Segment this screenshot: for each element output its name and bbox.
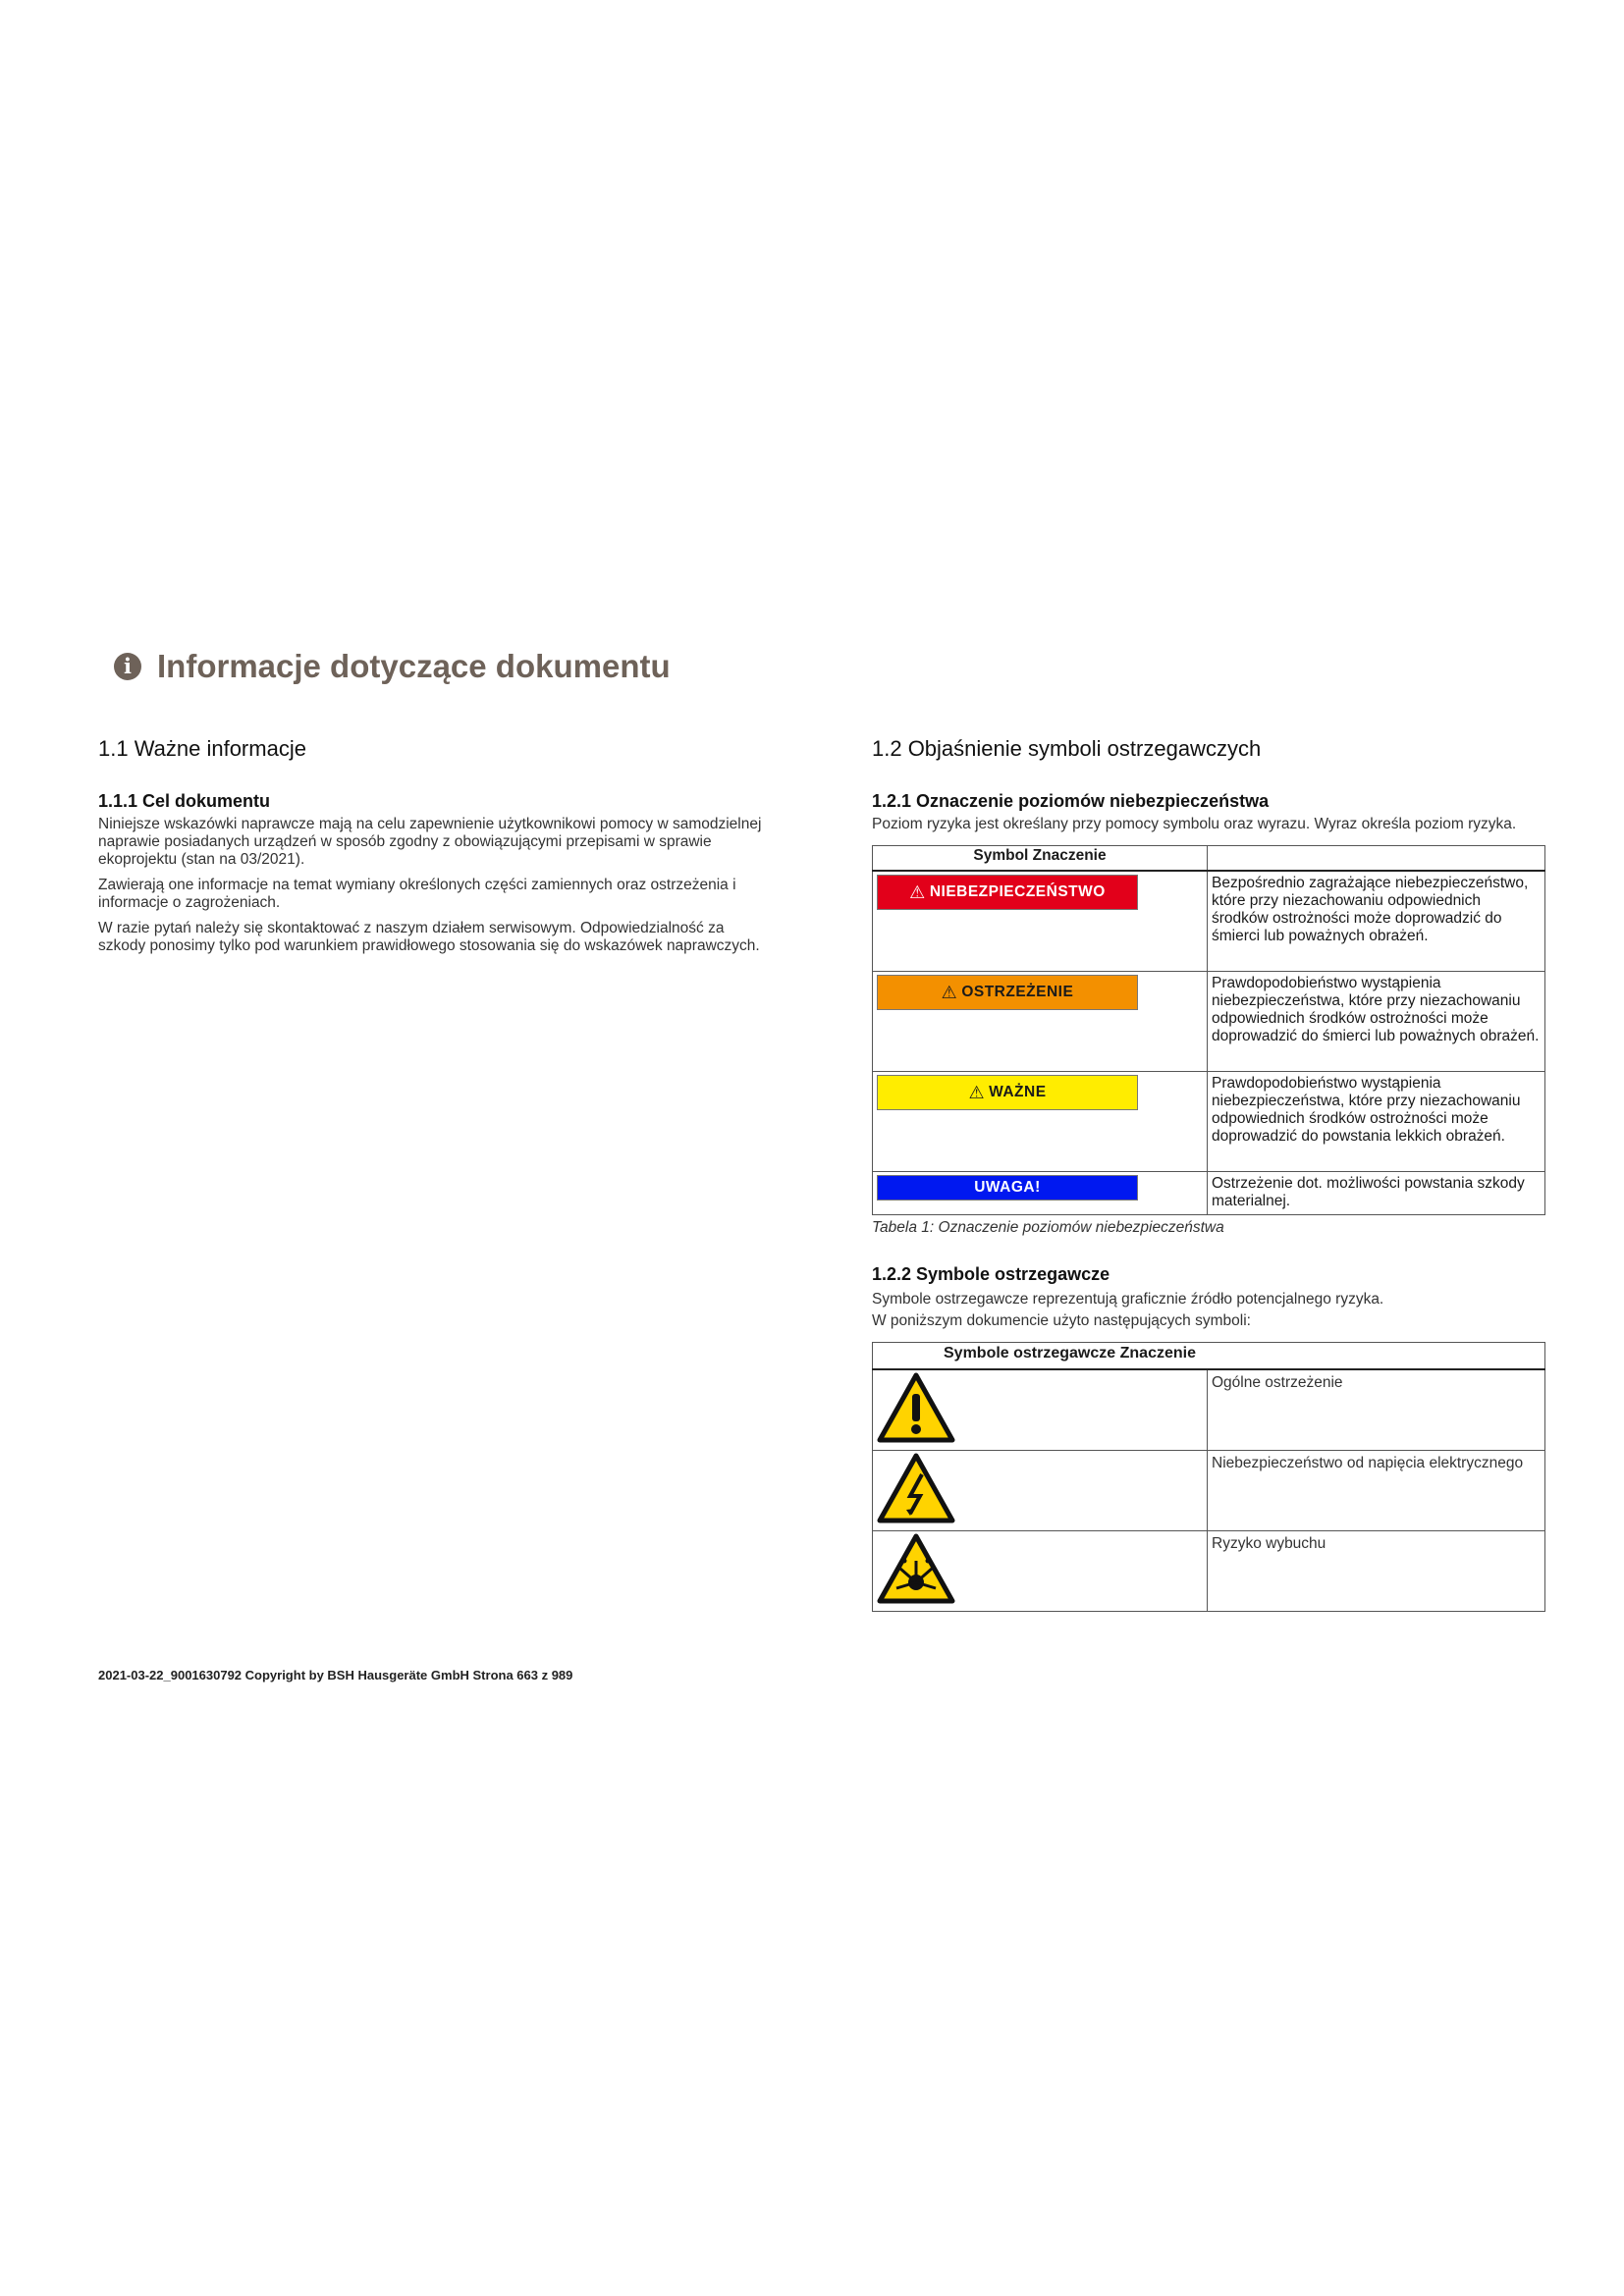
- badge-label: NIEBEZPIECZEŃSTWO: [929, 883, 1106, 900]
- symbol-cell: [873, 1369, 1208, 1451]
- meaning-cell: Prawdopodobieństwo wystąpienia niebezpieczeństwa, które przy niezachowaniu odpowiednich środków ostrożności może doprowadzić do śmierci lub poważnych obrażeń.: [1208, 971, 1545, 1071]
- paragraph: W razie pytań należy się skontaktować z naszym działem serwisowym. Odpowiedzialność za szkody ponosimy tylko pod warunkiem prawidłowego stosowania się do wskazówek naprawczych.: [98, 920, 760, 954]
- table-header-cell: Symbol Znaczenie: [873, 846, 1208, 872]
- symbol-cell: [873, 1171, 1208, 1214]
- page-title: [114, 648, 671, 685]
- left-column: [98, 736, 766, 963]
- explosion-icon: [877, 1533, 955, 1604]
- danger-badge: [877, 875, 1138, 910]
- paragraph: Niniejsze wskazówki naprawcze mają na celu zapewnienie użytkownikowi pomocy w samodzielnej naprawie posiadanych urządzeń w sposób zgodny z obowiązującymi przepisami w sprawie ekoprojektu (stan na 03/2021).: [98, 816, 762, 868]
- page-title-text: Informacje dotyczące dokumentu: [157, 648, 671, 684]
- table-header-cell: Symbole ostrzegawcze Znaczenie: [873, 1342, 1545, 1369]
- notice-badge: [877, 1175, 1138, 1201]
- paragraph: Poziom ryzyka jest określany przy pomocy symbolu oraz wyrazu. Wyraz określa poziom ryzyka.: [872, 816, 1517, 832]
- page-footer: 2021-03-22_9001630792 Copyright by BSH Hausgeräte GmbH Strona 663 z 989: [98, 1668, 573, 1682]
- paragraph: W poniższym dokumencie użyto następujących symboli:: [872, 1311, 1251, 1329]
- meaning-cell: Prawdopodobieństwo wystąpienia niebezpieczeństwa, które przy niezachowaniu odpowiednich środków ostrożności może doprowadzić do powstania lekkich obrażeń.: [1208, 1071, 1545, 1171]
- caution-badge: [877, 1075, 1138, 1110]
- table-row: [873, 971, 1545, 1071]
- meaning-cell: Niebezpieczeństwo od napięcia elektrycznego: [1208, 1450, 1545, 1530]
- symbol-cell: [873, 1530, 1208, 1611]
- section-heading-1-1: 1.1 Ważne informacje: [98, 736, 306, 761]
- symbol-cell: [873, 971, 1208, 1071]
- symbol-cell: [873, 1071, 1208, 1171]
- table-row: [873, 1530, 1545, 1611]
- info-icon: i: [114, 653, 141, 680]
- table-header-row: [873, 1342, 1545, 1369]
- badge-label: WAŻNE: [989, 1083, 1047, 1100]
- warning-symbols-table: [872, 1342, 1545, 1612]
- warning-triangle-icon: ⚠: [968, 1082, 986, 1102]
- paragraph: Zawierają one informacje na temat wymiany określonych części zamiennych oraz ostrzeżenia i informacje o zagrożeniach.: [98, 877, 736, 911]
- table-header-cell-empty: [1208, 846, 1545, 872]
- warning-badge: [877, 975, 1138, 1010]
- general-warning-icon: [877, 1372, 955, 1443]
- meaning-cell: Ryzyko wybuchu: [1208, 1530, 1545, 1611]
- symbol-cell: [873, 871, 1208, 971]
- subheading-1-2-2: 1.2.2 Symbole ostrzegawcze: [872, 1263, 1110, 1284]
- symbol-cell: [873, 1450, 1208, 1530]
- right-column: [872, 736, 1545, 1612]
- table-row: [873, 1369, 1545, 1451]
- subheading-1-2-1: 1.2.1 Oznaczenie poziomów niebezpieczeństwa: [872, 791, 1270, 811]
- warning-triangle-icon: ⚠: [941, 982, 958, 1002]
- table-row: [873, 1450, 1545, 1530]
- table-row: [873, 871, 1545, 971]
- electric-shock-icon: [877, 1453, 955, 1523]
- paragraph: Symbole ostrzegawcze reprezentują graficznie źródło potencjalnego ryzyka.: [872, 1290, 1384, 1308]
- section-heading-1-2: 1.2 Objaśnienie symboli ostrzegawczych: [872, 736, 1262, 761]
- table-row: [873, 1071, 1545, 1171]
- table-header-row: [873, 846, 1545, 872]
- meaning-cell: Bezpośrednio zagrażające niebezpieczeństwo, które przy niezachowaniu odpowiednich środków ostrożności może doprowadzić do śmierci lub poważnych obrażeń.: [1208, 871, 1545, 971]
- table-row: [873, 1171, 1545, 1214]
- hazard-levels-table: [872, 845, 1545, 1215]
- table-caption: Tabela 1: Oznaczenie poziomów niebezpieczeństwa: [872, 1218, 1224, 1236]
- warning-triangle-icon: ⚠: [909, 882, 926, 902]
- badge-label: UWAGA!: [974, 1178, 1041, 1196]
- meaning-cell: Ogólne ostrzeżenie: [1208, 1369, 1545, 1451]
- meaning-cell: Ostrzeżenie dot. możliwości powstania szkody materialnej.: [1208, 1171, 1545, 1214]
- subheading-1-1-1: 1.1.1 Cel dokumentu: [98, 791, 271, 811]
- badge-label: OSTRZEŻENIE: [961, 983, 1074, 1000]
